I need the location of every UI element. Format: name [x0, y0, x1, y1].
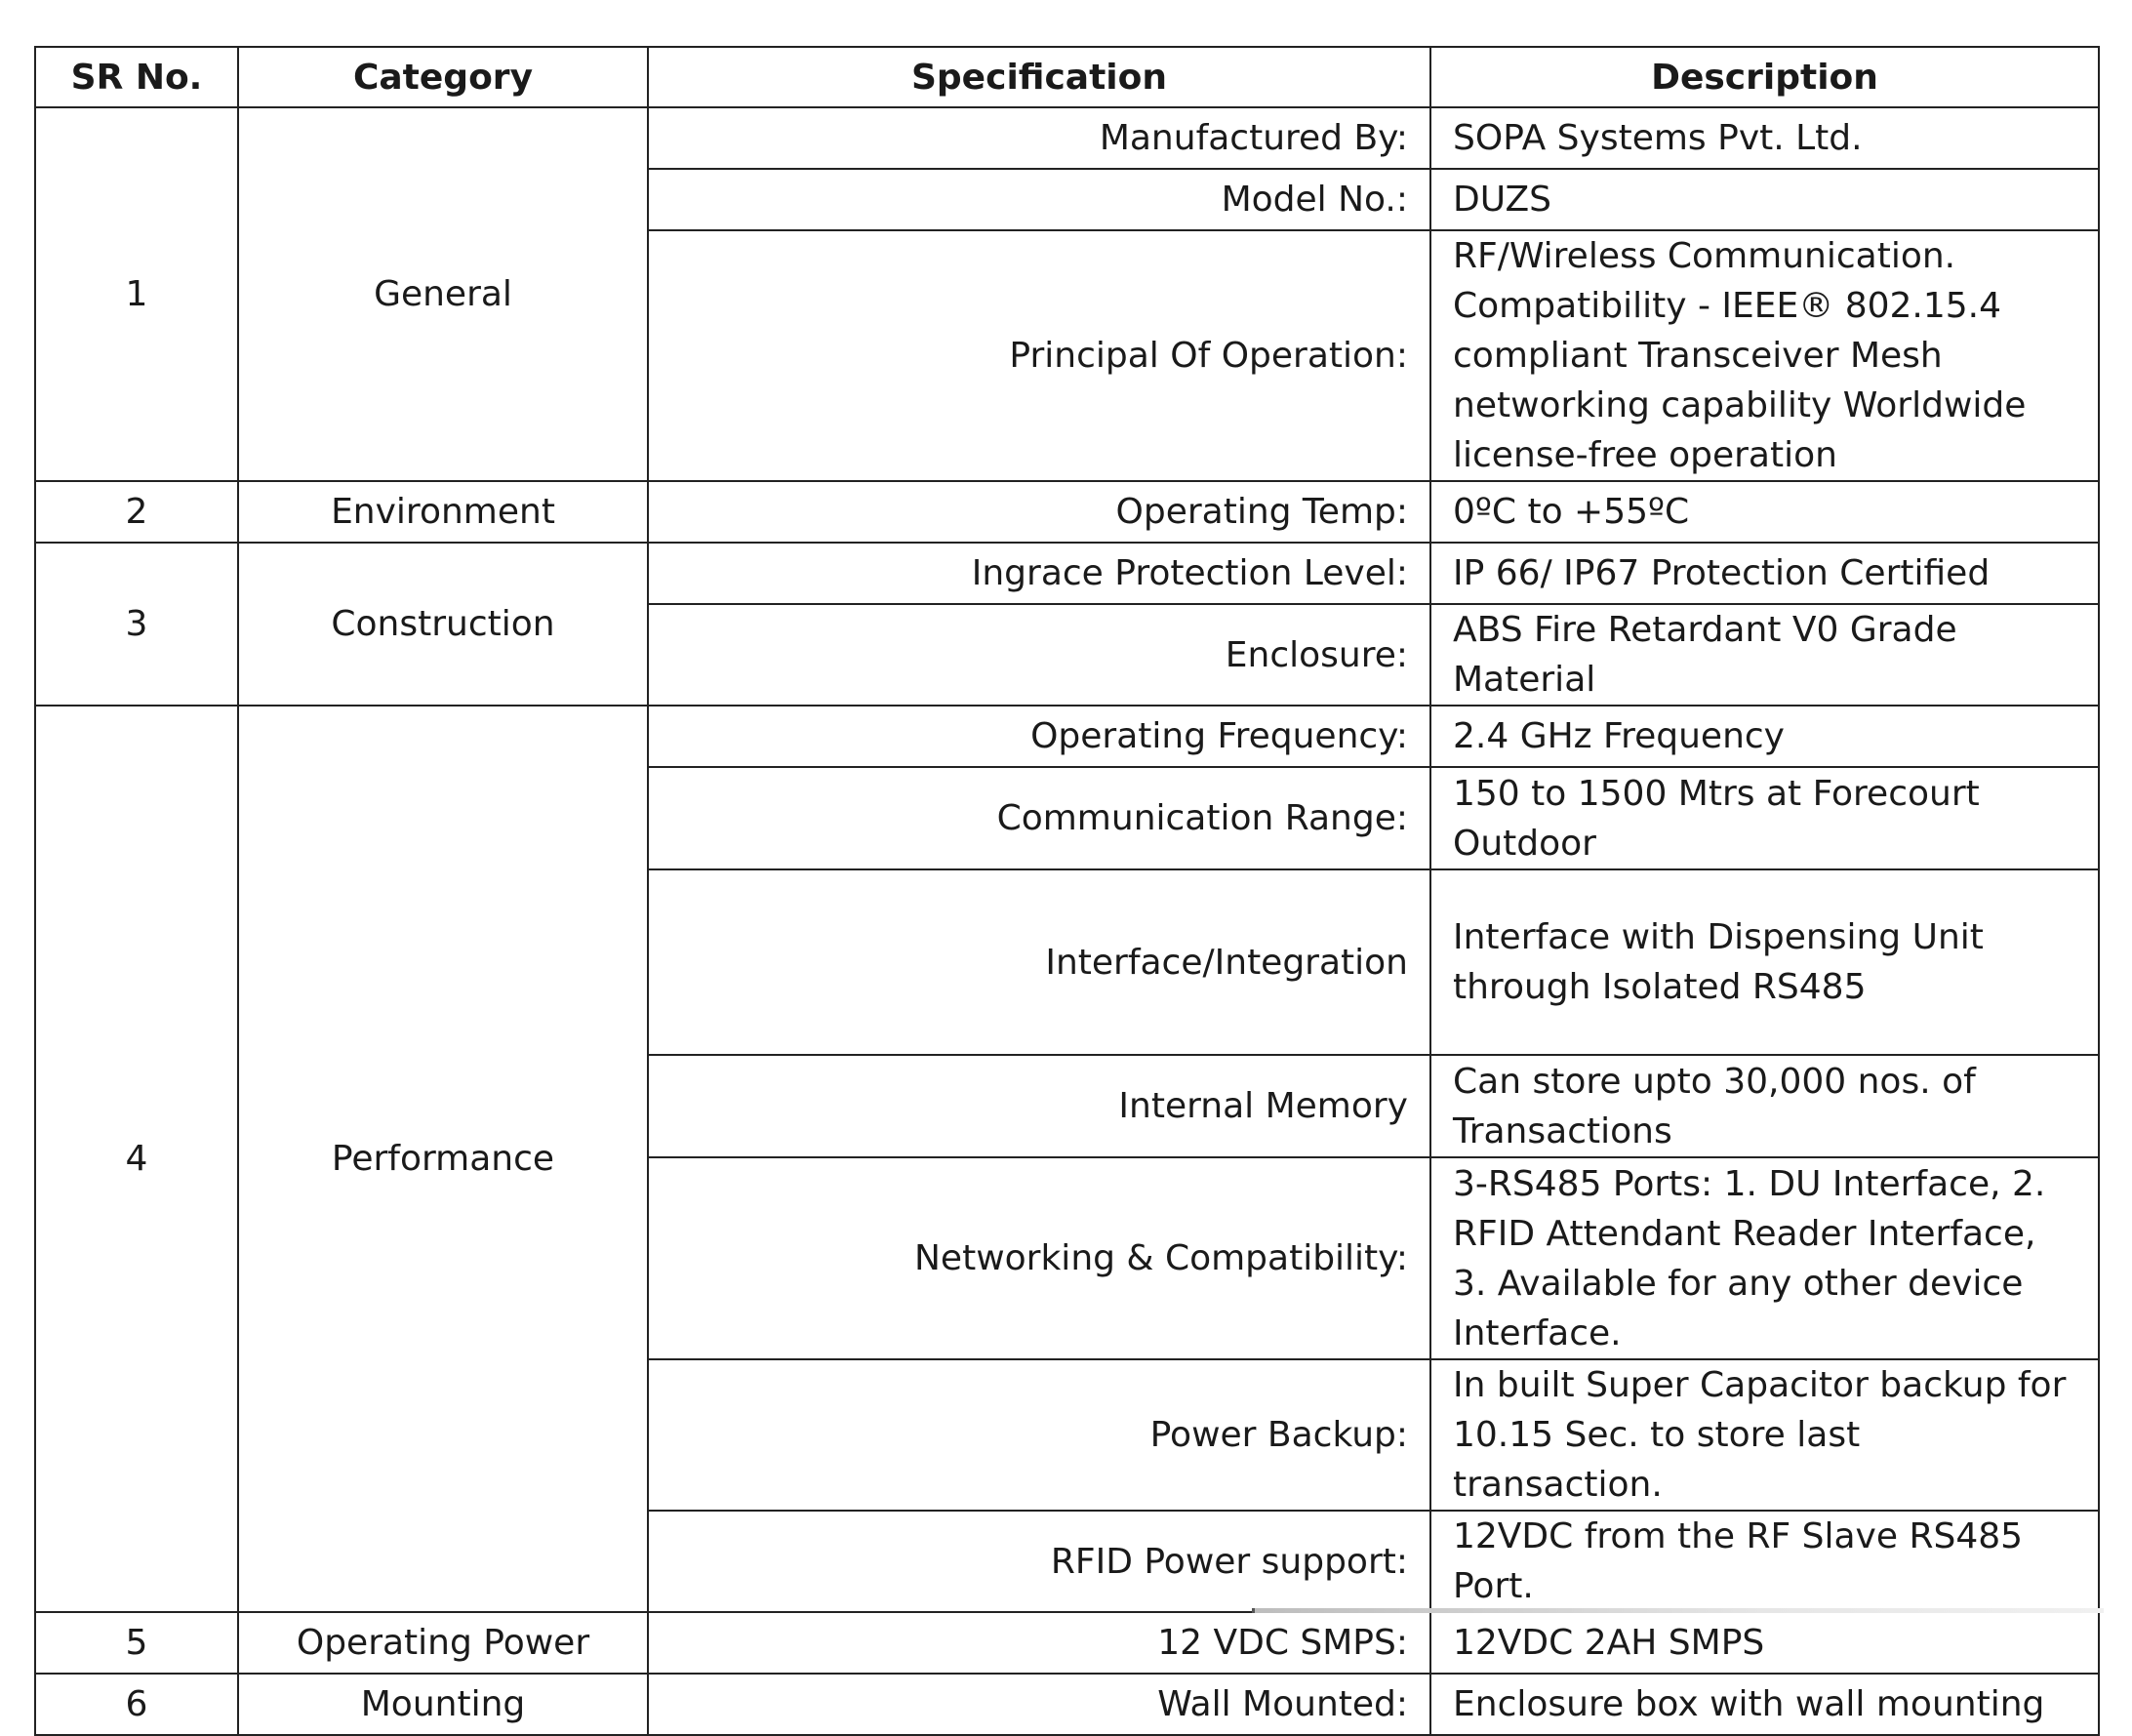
spec-cell: Enclosure:: [648, 604, 1430, 706]
desc-cell: SOPA Systems Pvt. Ltd.: [1430, 107, 2099, 169]
header-sr-no: SR No.: [35, 47, 238, 107]
table-row: [35, 706, 2099, 767]
desc-cell: IP 66/ IP67 Protection Certified: [1430, 543, 2099, 604]
header-description: Description: [1430, 47, 2099, 107]
sr-number: 6: [35, 1674, 238, 1735]
header-specification: Specification: [648, 47, 1430, 107]
table-row: [35, 107, 2099, 169]
desc-cell: Interface with Dispensing Unit through Isolated RS485: [1430, 869, 2099, 1055]
desc-cell: 3-RS485 Ports: 1. DU Interface, 2. RFID Attendant Reader Interface, 3. Available for any other device Interface.: [1430, 1157, 2099, 1359]
sr-number: 5: [35, 1612, 238, 1674]
spec-cell: Principal Of Operation:: [648, 230, 1430, 481]
desc-cell: Can store upto 30,000 nos. of Transactions: [1430, 1055, 2099, 1157]
desc-cell: 2.4 GHz Frequency: [1430, 706, 2099, 767]
spec-cell: 12 VDC SMPS:: [648, 1612, 1430, 1674]
table-row: [35, 481, 2099, 543]
spec-cell: Ingrace Protection Level:: [648, 543, 1430, 604]
category-cell: Performance: [238, 706, 648, 1612]
desc-cell: RF/Wireless Communication. Compatibility - IEEE® 802.15.4 compliant Transceiver Mesh networking capability Worldwide license-free operation: [1430, 230, 2099, 481]
spec-cell: Internal Memory: [648, 1055, 1430, 1157]
spec-cell: Power Backup:: [648, 1359, 1430, 1511]
product-photo-edge: [1252, 1608, 2104, 1613]
spec-cell: Operating Temp:: [648, 481, 1430, 543]
header-category: Category: [238, 47, 648, 107]
category-cell: General: [238, 107, 648, 481]
spec-cell: Wall Mounted:: [648, 1674, 1430, 1735]
spec-cell: RFID Power support:: [648, 1511, 1430, 1612]
spec-cell: Interface/Integration: [648, 869, 1430, 1055]
desc-cell: 12VDC 2AH SMPS: [1430, 1612, 2099, 1674]
desc-cell: Enclosure box with wall mounting: [1430, 1674, 2099, 1735]
table-row: [35, 543, 2099, 604]
spec-table: [34, 46, 2100, 1736]
spec-cell: Manufactured By:: [648, 107, 1430, 169]
header-row: [35, 47, 2099, 107]
spec-cell: Model No.:: [648, 169, 1430, 230]
desc-cell: 150 to 1500 Mtrs at Forecourt Outdoor: [1430, 767, 2099, 869]
sr-number: 3: [35, 543, 238, 706]
spec-cell: Communication Range:: [648, 767, 1430, 869]
category-cell: Construction: [238, 543, 648, 706]
desc-cell: 12VDC from the RF Slave RS485 Port.: [1430, 1511, 2099, 1612]
spec-cell: Networking & Compatibility:: [648, 1157, 1430, 1359]
category-cell: Operating Power: [238, 1612, 648, 1674]
sr-number: 4: [35, 706, 238, 1612]
spec-cell: Operating Frequency:: [648, 706, 1430, 767]
desc-cell: In built Super Capacitor backup for 10.15 Sec. to store last transaction.: [1430, 1359, 2099, 1511]
category-cell: Environment: [238, 481, 648, 543]
category-cell: Mounting: [238, 1674, 648, 1735]
desc-cell: DUZS: [1430, 169, 2099, 230]
table-row: [35, 1674, 2099, 1735]
table-row: [35, 1612, 2099, 1674]
sr-number: 2: [35, 481, 238, 543]
sr-number: 1: [35, 107, 238, 481]
desc-cell: ABS Fire Retardant V0 Grade Material: [1430, 604, 2099, 706]
desc-cell: 0ºC to +55ºC: [1430, 481, 2099, 543]
